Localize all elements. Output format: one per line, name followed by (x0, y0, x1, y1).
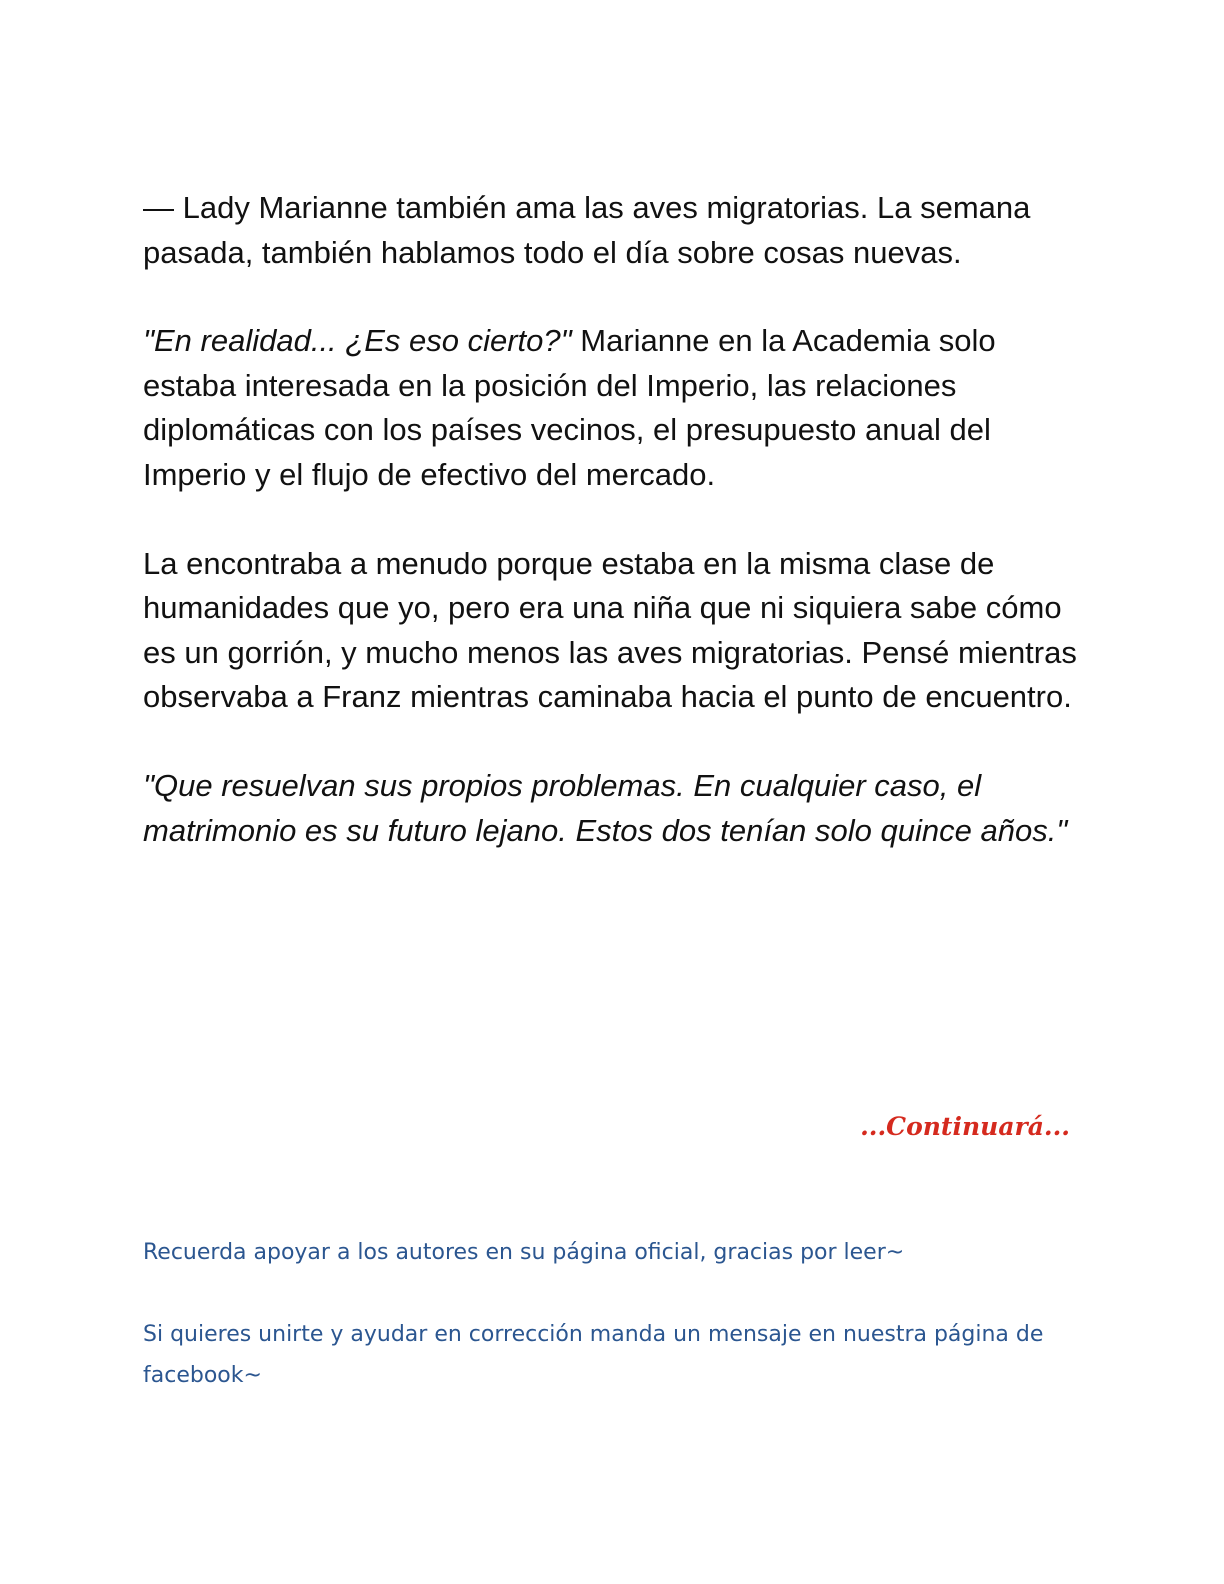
story-text (143, 186, 1083, 897)
to-be-continued-label: ...Continuará... (860, 1112, 1070, 1141)
paragraph-4: "Que resuelvan sus propios problemas. En cualquier caso, el matrimonio es su futuro lejano. Estos dos tenían solo quince años." (143, 767, 1068, 848)
footer-support-note: Recuerda apoyar a los autores en su página oficial, gracias por leer~ (143, 1240, 905, 1265)
dialogue-quote: "En realidad... ¿Es eso cierto?" (143, 323, 572, 359)
paragraph-2-text: Marianne en la Academia solo estaba interesada en la posición del Imperio, las relaciones diplomáticas con los países vecinos, el presupuesto anual del Imperio y el flujo de efectivo del mercado. (143, 323, 996, 492)
paragraph-3: La encontraba a menudo porque estaba en la misma clase de humanidades que yo, pero era una niña que ni siquiera sabe cómo es un gorrión, y mucho menos las aves migratorias. Pensé mientras observaba a Franz mientras caminaba hacia el punto de encuentro. (143, 545, 1077, 715)
paragraph-2 (143, 319, 1083, 497)
paragraph-1: — Lady Marianne también ama las aves migratorias. La semana pasada, también hablamos todo el día sobre cosas nuevas. (143, 190, 1031, 270)
footer-join-note: Si quieres unirte y ayudar en corrección manda un mensaje en nuestra página de facebook~ (143, 1322, 1044, 1388)
